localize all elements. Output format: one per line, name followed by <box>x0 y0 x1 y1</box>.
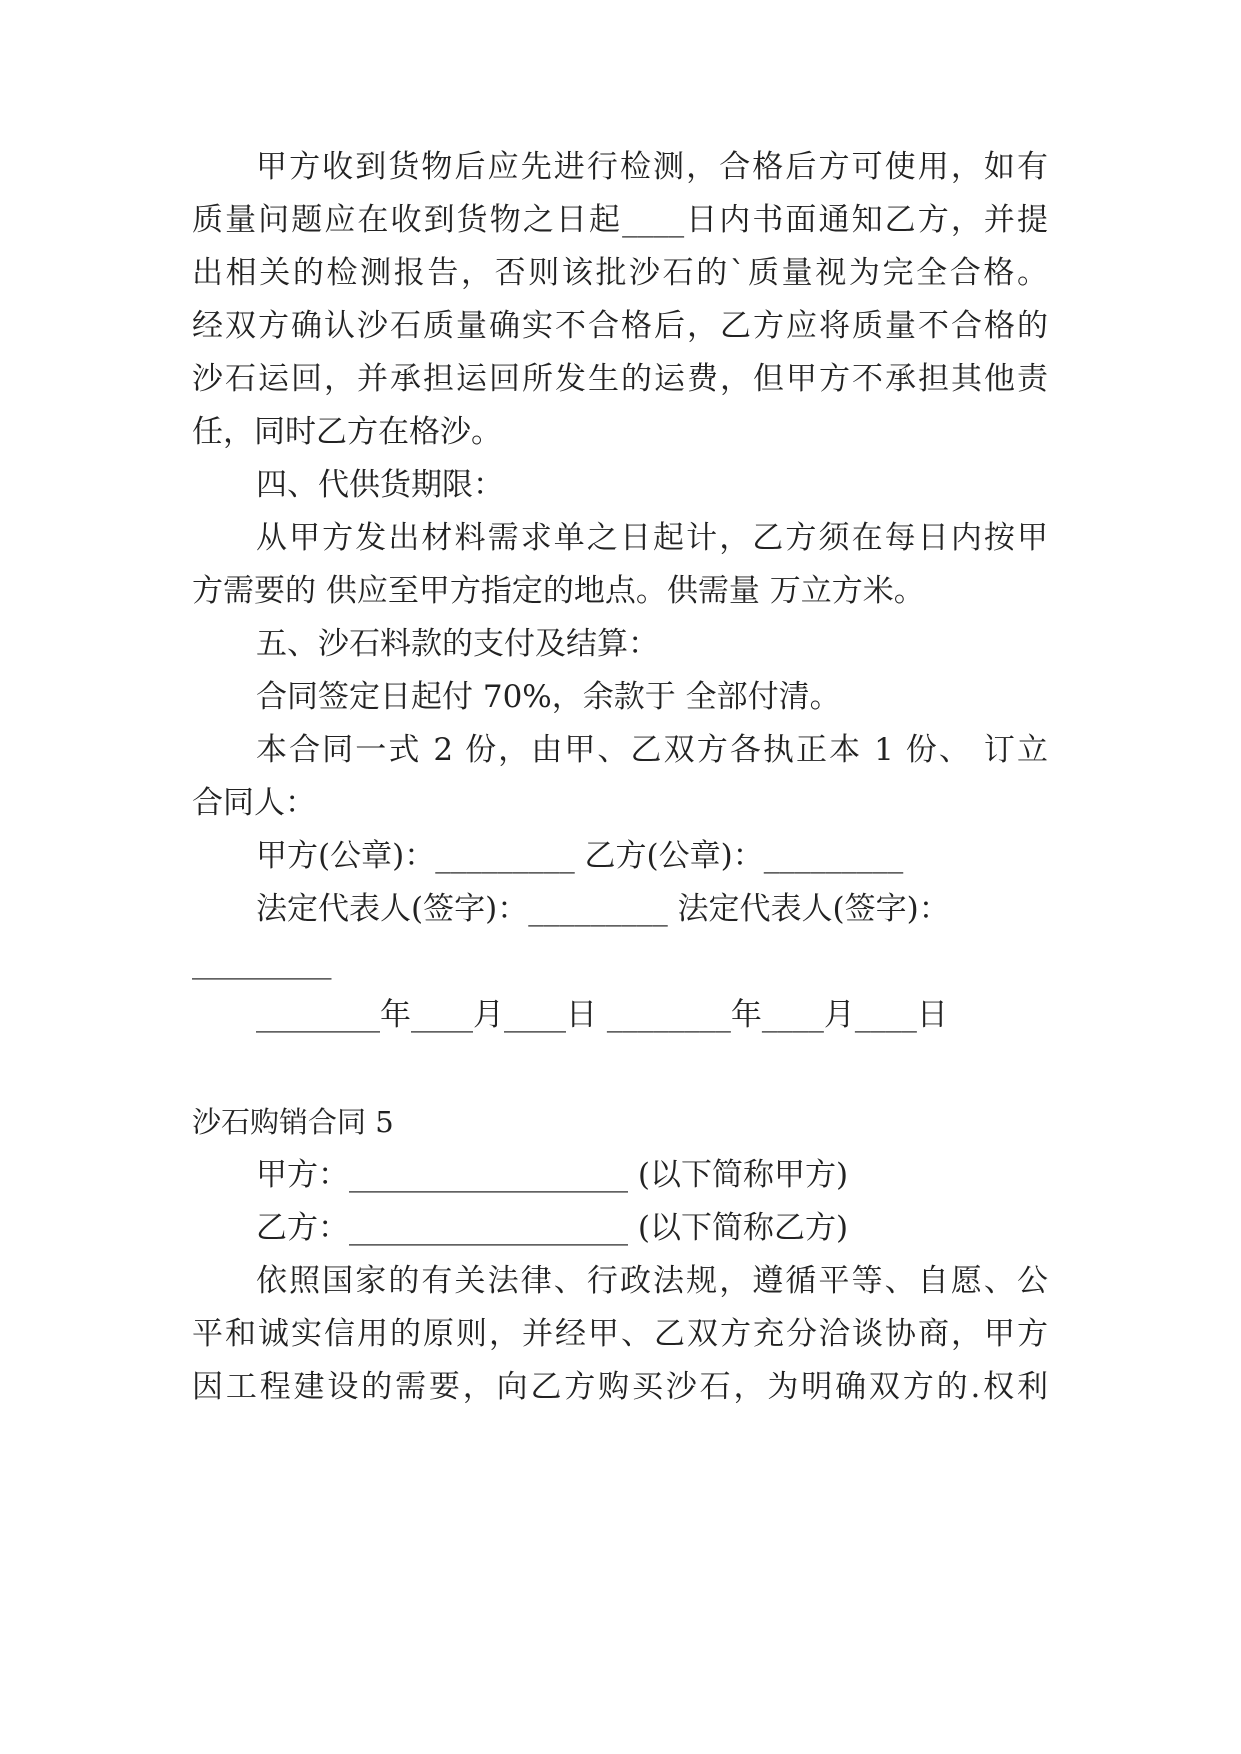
paragraph-line: 质量问题应在收到货物之日起____日内书面通知乙方，并提 <box>192 202 1048 238</box>
signature-line: 甲方(公章)：_________ 乙方(公章)：_________ <box>256 838 904 874</box>
section-heading: 五、沙石料款的支付及结算： <box>256 626 659 662</box>
paragraph-line: 任，同时乙方在格沙。 <box>192 414 502 450</box>
paragraph-line: 出相关的检测报告，否则该批沙石的`质量视为完全合格。 <box>192 255 1048 291</box>
section-heading: 四、代供货期限： <box>256 467 504 503</box>
contract-title: 沙石购销合同 5 <box>192 1105 394 1139</box>
paragraph-line: 因工程建设的需要，向乙方购买沙石，为明确双方的.权利 <box>192 1369 1048 1405</box>
date-line: ________年____月____日 ________年____月____日 <box>256 997 948 1033</box>
paragraph-line: 方需要的 供应至甲方指定的地点。供需量 万立方米。 <box>192 573 925 609</box>
paragraph-line: 平和诚实信用的原则，并经甲、乙双方充分洽谈协商，甲方 <box>192 1316 1048 1352</box>
paragraph-line: 从甲方发出材料需求单之日起计，乙方须在每日内按甲 <box>256 520 1048 556</box>
paragraph-line: 甲方收到货物后应先进行检测，合格后方可使用，如有 <box>256 149 1048 185</box>
paragraph-line: 本合同一式 2 份，由甲、乙双方各执正本 1 份、 订立 <box>256 732 1048 768</box>
paragraph-line: 依照国家的有关法律、行政法规，遵循平等、自愿、公 <box>256 1263 1048 1299</box>
paragraph-line: 经双方确认沙石质量确实不合格后，乙方应将质量不合格的 <box>192 308 1048 344</box>
signature-line: 法定代表人(签字)：_________ 法定代表人(签字)： <box>256 891 950 927</box>
paragraph-line: 沙石运回，并承担运回所发生的运费，但甲方不承担其他责 <box>192 361 1048 397</box>
signature-line: _________ <box>192 944 332 980</box>
party-a-line: 甲方：__________________ (以下简称甲方) <box>256 1157 849 1193</box>
paragraph-line: 合同人： <box>192 785 316 821</box>
party-b-line: 乙方：__________________ (以下简称乙方) <box>256 1210 849 1246</box>
paragraph-line: 合同签定日起付 70%，余款于 全部付清。 <box>256 679 841 715</box>
